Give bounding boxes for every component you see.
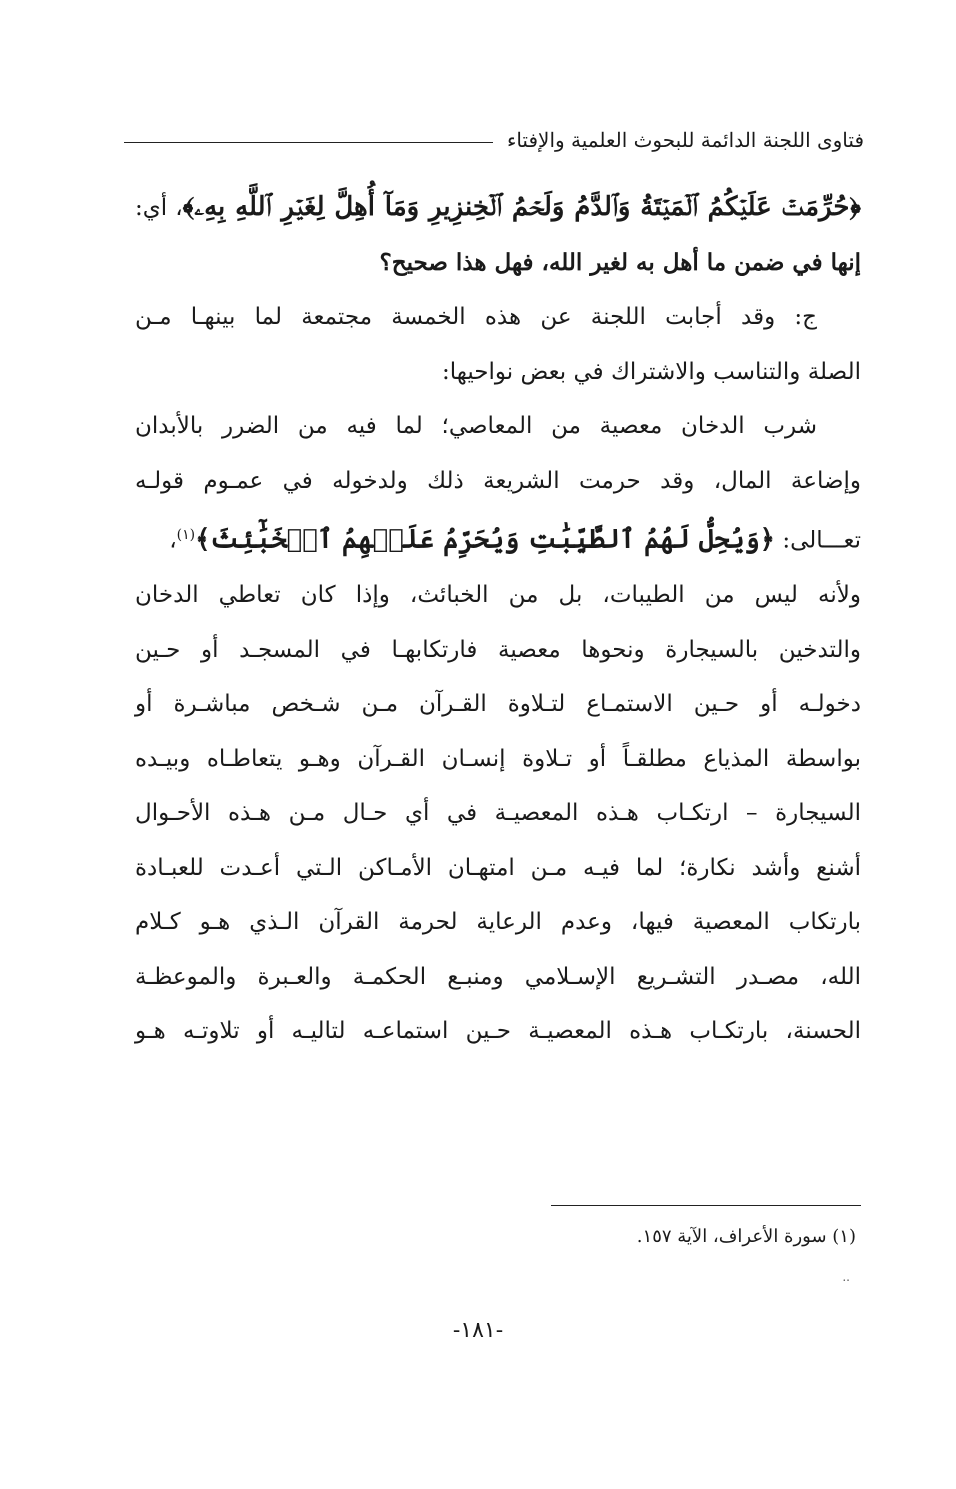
text-line-11: بواسطة المذياع مطلقـاً أو تـلاوة إنسـان القـرآن وهـو يتعاطـاه وبيـده — [135, 745, 861, 772]
text-line-7-start: تعـــالى: — [775, 527, 861, 554]
text-line-1 — [135, 180, 861, 236]
footnote: (١) سورة الأعراف، الآية ١٥٧. — [636, 1226, 856, 1247]
footnote-reference: (١) — [176, 527, 196, 543]
footnote-separator — [551, 1205, 861, 1206]
main-text — [135, 180, 861, 1059]
text-line-2: إنها في ضمن ما أهل به لغير الله، فهل هذا صحيح؟ — [379, 248, 861, 276]
text-line-16: الحسنة، بارتكـاب هـذه المعصيـة حـين استماعـه لتاليـه أو تلاوتـه هـو — [135, 1018, 861, 1045]
header-rule — [124, 142, 493, 143]
text-line-5: شرب الدخان معصية من المعاصي؛ لما فيه من الضرر بالأبدان — [135, 413, 817, 439]
page-number: -١٨١- — [452, 1318, 504, 1343]
header-title: فتاوى اللجنة الدائمة للبحوث العلمية والإفتاء — [506, 128, 864, 152]
running-header — [124, 128, 864, 152]
text-line-12: السيجارة – ارتكـاب هـذه المعصيـة في أي حـال مـن هـذه الأحـوال — [135, 800, 861, 827]
text-line-1-rest: ، أي: — [135, 195, 183, 221]
text-line-13: أشنع وأشد نكارة؛ لما فيـه مـن امتهـان الأمـاكن الـتي أعـدت للعبـادة — [135, 854, 861, 881]
text-line-3: ج: وقد أجابت اللجنة عن هذه الخمسة مجتمعة لما بينهـا مـن — [135, 304, 817, 330]
text-line-9: والتدخين بالسيجارة ونحوها معصية فارتكابهـا في المسجـد أو حـين — [135, 636, 861, 663]
text-line-14: بارتكاب المعصية فيها، وعدم الرعاية لحرمة القرآن الـذي هـو كـلام — [135, 909, 861, 936]
text-line-8: ولأنه ليس من الطيبات، بل من الخبائث، وإذا كان تعاطي الدخان — [135, 582, 861, 609]
text-line-4: الصلة والتناسب والاشتراك في بعض نواحيها: — [442, 358, 861, 385]
print-mark: .. — [842, 1270, 850, 1284]
quran-verse-1: ﴿حُرِّمَتۡ عَلَيۡكُمُ ٱلۡمَيۡتَةُ وَٱلدَّمُ وَلَحۡمُ ٱلۡخِنزِيرِ وَمَآ أُهِلَّ لِغَيۡرِ ٱللَّهِ بِهِۦ﴾ — [182, 192, 861, 222]
text-line-6: وإضاعة المال، وقد حرمت الشريعة ذلك ولدخوله في عمـوم قولـه — [135, 467, 862, 494]
text-line-15: الله، مصـدر التشـريع الإسـلامي ومنبـع الحكمـة والعـبرة والموعظـة — [135, 963, 861, 990]
quran-verse-2: ﴿وَيُحِلُّ لَهُمُ ٱلطَّيِّبَٰتِ وَيُحَرِّمُ عَلَيۡهِمُ ٱلۡخَبَٰٓئِثَ﴾ — [195, 524, 776, 555]
text-line-7 — [135, 508, 861, 568]
text-line-10: دخولـه أو حـين الاستمـاع لتـلاوة القـرآن مـن شـخص مباشـرة أو — [135, 691, 862, 718]
text-line-7-end: ، — [169, 527, 177, 554]
